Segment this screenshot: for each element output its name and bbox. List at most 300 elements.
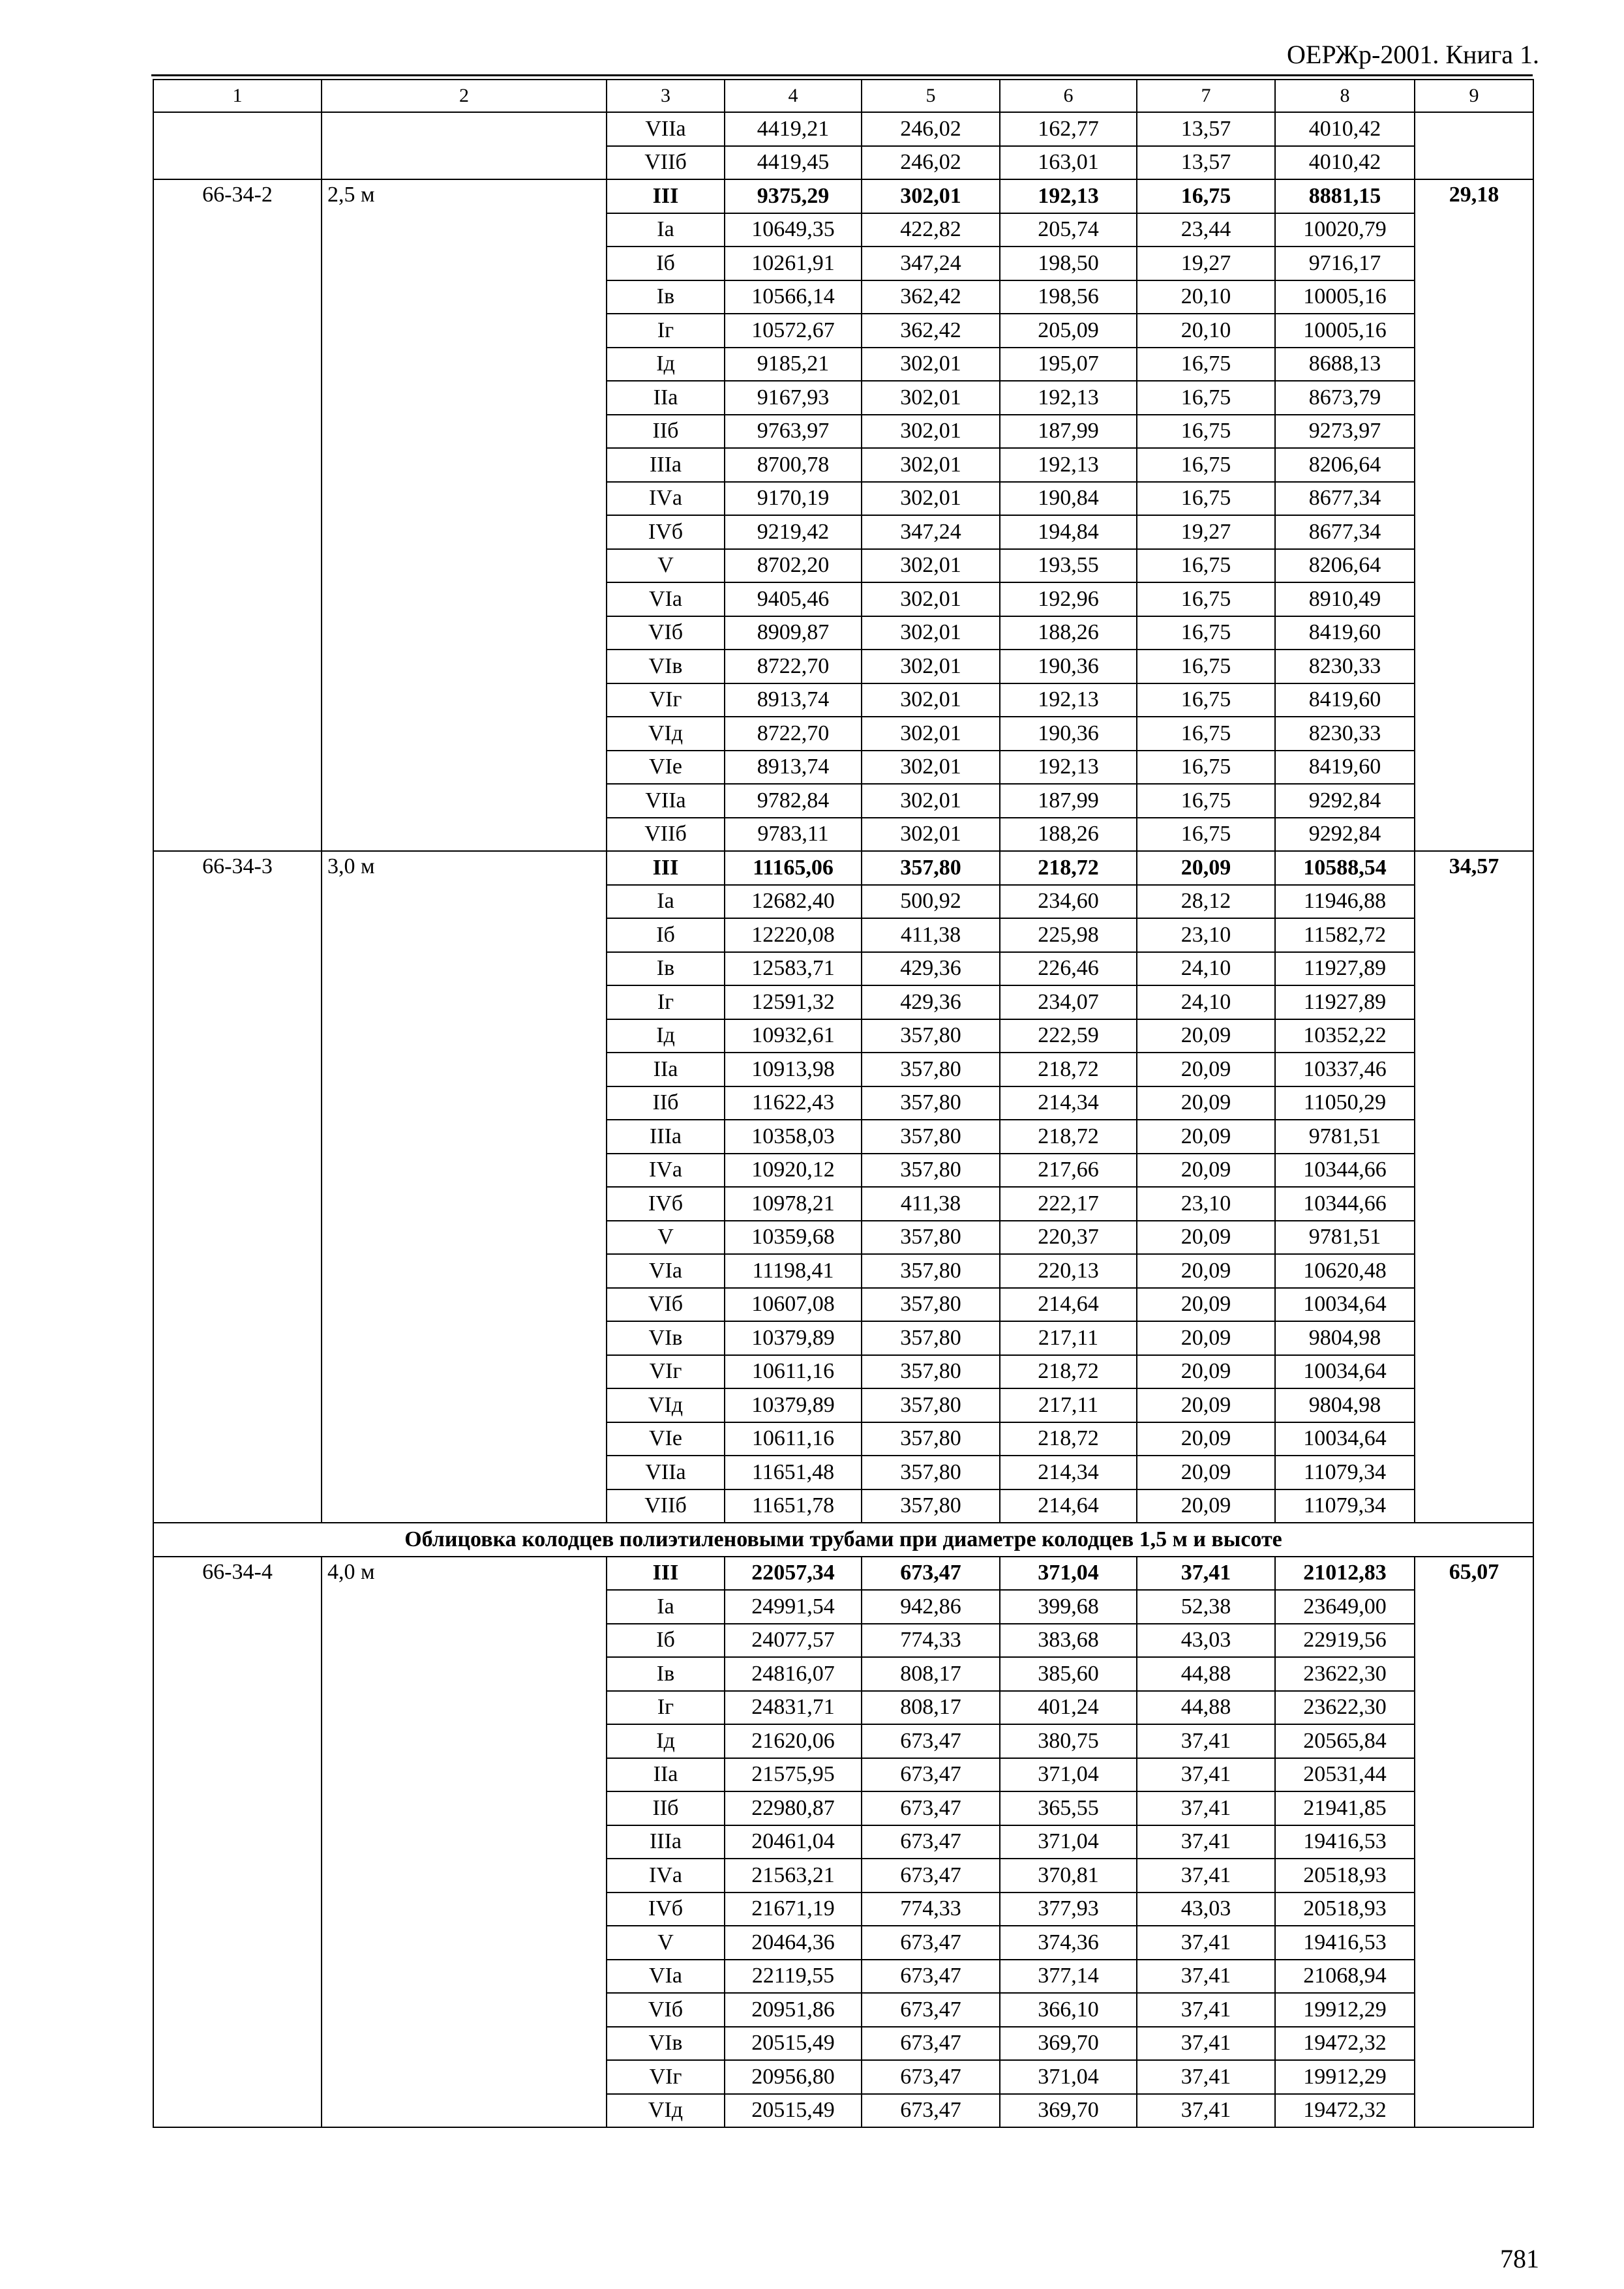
value-cell: 371,04 [1000,1758,1137,1792]
value-cell: 19472,32 [1275,2094,1415,2128]
value-cell: 9292,84 [1275,784,1415,818]
value-cell: 20,09 [1137,1120,1275,1154]
value-cell: 808,17 [862,1691,1000,1725]
value-cell: 190,36 [1000,650,1137,683]
value-cell: 23622,30 [1275,1657,1415,1691]
value-cell: 4010,42 [1275,146,1415,180]
value-cell: 942,86 [862,1590,1000,1624]
value-cell: 37,41 [1137,1926,1275,1960]
value-cell: IIIа [607,1120,725,1154]
value-cell: 20,09 [1137,1086,1275,1120]
value-cell: 9219,42 [725,515,862,549]
value-cell: 10620,48 [1275,1254,1415,1288]
code-cell: 66-34-4 [153,1557,322,2128]
rates-table [153,79,1534,2128]
value-cell: Iв [607,1657,725,1691]
value-cell: 371,04 [1000,1557,1137,1591]
value-cell: IIIа [607,448,725,482]
value-cell: 21563,21 [725,1859,862,1893]
value-cell: 16,75 [1137,582,1275,616]
value-cell: 21012,83 [1275,1557,1415,1591]
value-cell: 23,10 [1137,918,1275,952]
value-cell: 20,09 [1137,1456,1275,1489]
value-cell: 357,80 [862,1254,1000,1288]
value-cell: 11198,41 [725,1254,862,1288]
value-cell: 10379,89 [725,1388,862,1422]
value-cell: 10261,91 [725,247,862,280]
value-cell: 16,75 [1137,381,1275,415]
value-cell: 37,41 [1137,1960,1275,1994]
value-cell: 11582,72 [1275,918,1415,952]
value-cell: 21671,19 [725,1893,862,1926]
value-cell: VIб [607,616,725,650]
value-cell: VIб [607,1993,725,2027]
value-cell: 222,17 [1000,1187,1137,1221]
value-cell: 16,75 [1137,348,1275,382]
value-cell: 302,01 [862,482,1000,516]
value-cell: 20,09 [1137,1221,1275,1255]
column-number-cell: 1 [153,80,322,112]
table-row [153,1557,1533,1591]
value-cell: VIд [607,2094,725,2128]
value-cell: 10920,12 [725,1154,862,1188]
value-cell: 28,12 [1137,885,1275,919]
value-cell: III [607,1557,725,1591]
value-cell: 20,09 [1137,1288,1275,1322]
code-cell: 66-34-3 [153,851,322,1523]
value-cell: 10611,16 [725,1422,862,1456]
value-cell: 302,01 [862,650,1000,683]
value-cell: 37,41 [1137,1791,1275,1825]
value-cell: 11079,34 [1275,1489,1415,1523]
value-cell: V [607,1221,725,1255]
value-cell: Iг [607,314,725,348]
value-cell: 24,10 [1137,985,1275,1019]
value-cell: 20461,04 [725,1825,862,1859]
param-cell: 2,5 м [322,179,607,851]
section-heading-row [153,1523,1533,1557]
value-cell: 19416,53 [1275,1825,1415,1859]
value-cell: 357,80 [862,1086,1000,1120]
value-cell: 9405,46 [725,582,862,616]
value-cell: 9781,51 [1275,1221,1415,1255]
rates-table-body [153,80,1533,2127]
value-cell: 20,10 [1137,280,1275,314]
value-cell: 205,74 [1000,213,1137,247]
value-cell: III [607,179,725,213]
value-cell: 374,36 [1000,1926,1137,1960]
value-cell: 8881,15 [1275,179,1415,213]
value-cell: 188,26 [1000,616,1137,650]
value-cell: 10344,66 [1275,1154,1415,1188]
value-cell: 20956,80 [725,2060,862,2094]
value-cell: 10913,98 [725,1053,862,1086]
value-cell: 10034,64 [1275,1288,1415,1322]
value-cell: IVа [607,1859,725,1893]
value-cell: 8677,34 [1275,482,1415,516]
value-cell: 8673,79 [1275,381,1415,415]
value-cell: 214,34 [1000,1086,1137,1120]
value-cell: VIг [607,683,725,717]
value-cell: 162,77 [1000,112,1137,146]
value-cell: 217,11 [1000,1321,1137,1355]
value-cell: 12220,08 [725,918,862,952]
value-cell: 422,82 [862,213,1000,247]
value-cell: 9185,21 [725,348,862,382]
value-cell: 37,41 [1137,1758,1275,1792]
value-cell: 10611,16 [725,1355,862,1389]
rates-table-container [153,79,1534,2128]
value-cell: VIа [607,1960,725,1994]
value-cell: 401,24 [1000,1691,1137,1725]
value-cell: 399,68 [1000,1590,1137,1624]
value-cell: 10344,66 [1275,1187,1415,1221]
value-cell: 429,36 [862,985,1000,1019]
value-cell: 37,41 [1137,1859,1275,1893]
value-cell: 774,33 [862,1624,1000,1658]
value-cell: Iв [607,280,725,314]
value-cell: 12583,71 [725,952,862,986]
value-cell: 12591,32 [725,985,862,1019]
value-cell: 11651,78 [725,1489,862,1523]
value-cell: 193,55 [1000,549,1137,583]
value-cell: 302,01 [862,784,1000,818]
value-cell: IIа [607,1053,725,1086]
value-cell: 21575,95 [725,1758,862,1792]
value-cell: IVа [607,482,725,516]
value-cell: 11622,43 [725,1086,862,1120]
param-cell: 4,0 м [322,1557,607,2128]
value-cell: 217,66 [1000,1154,1137,1188]
column-number-cell: 7 [1137,80,1275,112]
value-cell: 8700,78 [725,448,862,482]
value-cell: 19416,53 [1275,1926,1415,1960]
value-cell: 9782,84 [725,784,862,818]
param-cell: 3,0 м [322,851,607,1523]
value-cell: 21620,06 [725,1724,862,1758]
value-cell: 22119,55 [725,1960,862,1994]
value-cell: 24077,57 [725,1624,862,1658]
value-cell: 19912,29 [1275,1993,1415,2027]
value-cell: 190,84 [1000,482,1137,516]
value-cell: 220,37 [1000,1221,1137,1255]
column-number-cell: 9 [1415,80,1533,112]
value-cell: 218,72 [1000,851,1137,885]
value-cell: 52,38 [1137,1590,1275,1624]
value-cell: 195,07 [1000,348,1137,382]
value-cell: 217,11 [1000,1388,1137,1422]
value-cell: VIв [607,650,725,683]
value-cell: 246,02 [862,112,1000,146]
value-cell: 8688,13 [1275,348,1415,382]
section-title: Облицовка колодцев полиэтиленовыми трубами при диаметре колодцев 1,5 м и высоте [153,1523,1533,1557]
value-cell: VIв [607,2027,725,2061]
value-cell: 357,80 [862,1321,1000,1355]
value-cell: 13,57 [1137,112,1275,146]
table-row [153,851,1533,885]
value-cell: 19,27 [1137,247,1275,280]
value-cell: 20,09 [1137,1388,1275,1422]
value-cell: Iа [607,1590,725,1624]
value-cell: 187,99 [1000,415,1137,449]
value-cell: 302,01 [862,818,1000,852]
value-cell: 369,70 [1000,2027,1137,2061]
value-cell: Iб [607,1624,725,1658]
value-cell: VIд [607,717,725,751]
value-cell: III [607,851,725,885]
value-cell: 194,84 [1000,515,1137,549]
value-cell: 8722,70 [725,717,862,751]
value-cell: VIб [607,1288,725,1322]
column-number-cell: 4 [725,80,862,112]
value-cell: 10359,68 [725,1221,862,1255]
value-cell: 22980,87 [725,1791,862,1825]
value-cell: IVб [607,1187,725,1221]
value-cell: 218,72 [1000,1422,1137,1456]
value-cell: 357,80 [862,1019,1000,1053]
value-cell: 8677,34 [1275,515,1415,549]
value-cell: 673,47 [862,2027,1000,2061]
value-cell: 10005,16 [1275,314,1415,348]
value-cell: Iа [607,885,725,919]
value-cell: 16,75 [1137,717,1275,751]
value-cell: 163,01 [1000,146,1137,180]
value-cell: 20,09 [1137,1422,1275,1456]
value-cell: 371,04 [1000,2060,1137,2094]
value-cell: 673,47 [862,1960,1000,1994]
value-cell: 9716,17 [1275,247,1415,280]
value-cell: 226,46 [1000,952,1137,986]
value-cell: 16,75 [1137,415,1275,449]
value-cell: 12682,40 [725,885,862,919]
value-cell: IIа [607,1758,725,1792]
value-cell: IVб [607,515,725,549]
value-cell: 302,01 [862,582,1000,616]
value-cell: 11165,06 [725,851,862,885]
value-cell: 220,13 [1000,1254,1137,1288]
value-cell: VIе [607,1422,725,1456]
value-cell: 357,80 [862,851,1000,885]
column-number-cell: 5 [862,80,1000,112]
value-cell: 16,75 [1137,549,1275,583]
value-cell: 37,41 [1137,2027,1275,2061]
value-cell: 10588,54 [1275,851,1415,885]
value-cell: 8722,70 [725,650,862,683]
value-cell: 20515,49 [725,2027,862,2061]
value-cell: Iа [607,213,725,247]
value-cell: 357,80 [862,1456,1000,1489]
value-cell: 246,02 [862,146,1000,180]
value-cell: 8419,60 [1275,616,1415,650]
value-cell: V [607,549,725,583]
value-cell: 234,07 [1000,985,1137,1019]
value-cell: 234,60 [1000,885,1137,919]
value-cell: 377,93 [1000,1893,1137,1926]
value-cell: 673,47 [862,1724,1000,1758]
value-cell: 10352,22 [1275,1019,1415,1053]
value-cell: 11050,29 [1275,1086,1415,1120]
value-cell: 4419,45 [725,146,862,180]
value-cell: 11079,34 [1275,1456,1415,1489]
value-cell: 187,99 [1000,784,1137,818]
value-cell: 302,01 [862,549,1000,583]
value-cell: 8419,60 [1275,683,1415,717]
value-cell: 43,03 [1137,1893,1275,1926]
value-cell: 9783,11 [725,818,862,852]
value-cell: 10932,61 [725,1019,862,1053]
value-cell: 9170,19 [725,482,862,516]
value-cell: 8909,87 [725,616,862,650]
value-cell: 10034,64 [1275,1422,1415,1456]
value-cell: 43,03 [1137,1624,1275,1658]
value-cell: 222,59 [1000,1019,1137,1053]
value-cell: 673,47 [862,1859,1000,1893]
value-cell: 365,55 [1000,1791,1137,1825]
value-cell: Iд [607,1724,725,1758]
value-cell: 37,41 [1137,2094,1275,2128]
value-cell: 20,09 [1137,1019,1275,1053]
value-cell: VIг [607,1355,725,1389]
value-cell: 673,47 [862,1993,1000,2027]
value-cell: 357,80 [862,1120,1000,1154]
value-cell: Iб [607,247,725,280]
value-cell: 20951,86 [725,1993,862,2027]
value-cell: 673,47 [862,1758,1000,1792]
value-cell: 9273,97 [1275,415,1415,449]
value-cell: 302,01 [862,415,1000,449]
value-cell: 19472,32 [1275,2027,1415,2061]
value-cell: 673,47 [862,1791,1000,1825]
column-number-cell: 2 [322,80,607,112]
value-cell: 10379,89 [725,1321,862,1355]
value-cell: 302,01 [862,751,1000,785]
value-cell: 16,75 [1137,448,1275,482]
value-cell: 411,38 [862,1187,1000,1221]
value-cell: 8913,74 [725,751,862,785]
value-cell: 9781,51 [1275,1120,1415,1154]
value-cell: 23,44 [1137,213,1275,247]
value-cell: 302,01 [862,348,1000,382]
running-header: ОЕРЖр-2001. Книга 1. [1287,40,1539,69]
value-cell: 20,09 [1137,1053,1275,1086]
value-cell: 347,24 [862,247,1000,280]
value-cell: 20,09 [1137,1254,1275,1288]
value-cell: 10978,21 [725,1187,862,1221]
value-cell: VIIа [607,784,725,818]
value-cell: 11927,89 [1275,952,1415,986]
value-cell: VIIб [607,1489,725,1523]
value-cell: 20518,93 [1275,1859,1415,1893]
value-cell: 774,33 [862,1893,1000,1926]
value-cell: 357,80 [862,1422,1000,1456]
value-cell: 16,75 [1137,179,1275,213]
value-cell: 366,10 [1000,1993,1137,2027]
value-cell: 9292,84 [1275,818,1415,852]
value-cell: 10572,67 [725,314,862,348]
value-cell: 16,75 [1137,650,1275,683]
value-cell: 198,50 [1000,247,1137,280]
value-cell: VIIб [607,146,725,180]
value-cell: 8206,64 [1275,549,1415,583]
value-cell: 192,13 [1000,448,1137,482]
value-cell: 22057,34 [725,1557,862,1591]
value-cell: 10034,64 [1275,1355,1415,1389]
value-cell: 16,75 [1137,616,1275,650]
table-row [153,112,1533,146]
value-cell: 371,04 [1000,1825,1137,1859]
header-rule [151,74,1533,76]
value-cell: 302,01 [862,381,1000,415]
value-cell: 500,92 [862,885,1000,919]
value-cell: 8913,74 [725,683,862,717]
value-cell: 205,09 [1000,314,1137,348]
value-cell: 357,80 [862,1388,1000,1422]
value-cell: 9804,98 [1275,1321,1415,1355]
value-cell: 808,17 [862,1657,1000,1691]
value-cell: 11946,88 [1275,885,1415,919]
value-cell: 20,09 [1137,1355,1275,1389]
value-cell: 19912,29 [1275,2060,1415,2094]
value-cell: VIг [607,2060,725,2094]
value-cell: 190,36 [1000,717,1137,751]
value-cell: IIб [607,1086,725,1120]
value-cell: Iд [607,348,725,382]
code-cell [153,112,322,179]
value-cell: 37,41 [1137,1993,1275,2027]
value-cell: 9763,97 [725,415,862,449]
total-cell: 29,18 [1415,179,1533,851]
value-cell: 383,68 [1000,1624,1137,1658]
value-cell: VIIб [607,818,725,852]
value-cell: 4010,42 [1275,112,1415,146]
value-cell: Iг [607,1691,725,1725]
value-cell: 362,42 [862,280,1000,314]
value-cell: 20,09 [1137,1154,1275,1188]
value-cell: IIб [607,1791,725,1825]
value-cell: 8230,33 [1275,650,1415,683]
value-cell: 24831,71 [725,1691,862,1725]
value-cell: 9804,98 [1275,1388,1415,1422]
value-cell: 9375,29 [725,179,862,213]
value-cell: 429,36 [862,952,1000,986]
value-cell: 411,38 [862,918,1000,952]
value-cell: 24991,54 [725,1590,862,1624]
value-cell: 192,13 [1000,179,1137,213]
value-cell: 214,64 [1000,1288,1137,1322]
value-cell: 380,75 [1000,1724,1137,1758]
value-cell: 16,75 [1137,784,1275,818]
value-cell: 16,75 [1137,751,1275,785]
value-cell: 214,34 [1000,1456,1137,1489]
value-cell: IVа [607,1154,725,1188]
value-cell: 20515,49 [725,2094,862,2128]
value-cell: 37,41 [1137,1724,1275,1758]
value-cell: 37,41 [1137,1825,1275,1859]
value-cell: VIа [607,1254,725,1288]
value-cell: 302,01 [862,717,1000,751]
value-cell: IVб [607,1893,725,1926]
value-cell: 23622,30 [1275,1691,1415,1725]
value-cell: 10566,14 [725,280,862,314]
value-cell: 10607,08 [725,1288,862,1322]
value-cell: 24,10 [1137,952,1275,986]
value-cell: IIа [607,381,725,415]
value-cell: VIIа [607,112,725,146]
value-cell: 16,75 [1137,683,1275,717]
value-cell: 188,26 [1000,818,1137,852]
value-cell: 44,88 [1137,1657,1275,1691]
value-cell: V [607,1926,725,1960]
